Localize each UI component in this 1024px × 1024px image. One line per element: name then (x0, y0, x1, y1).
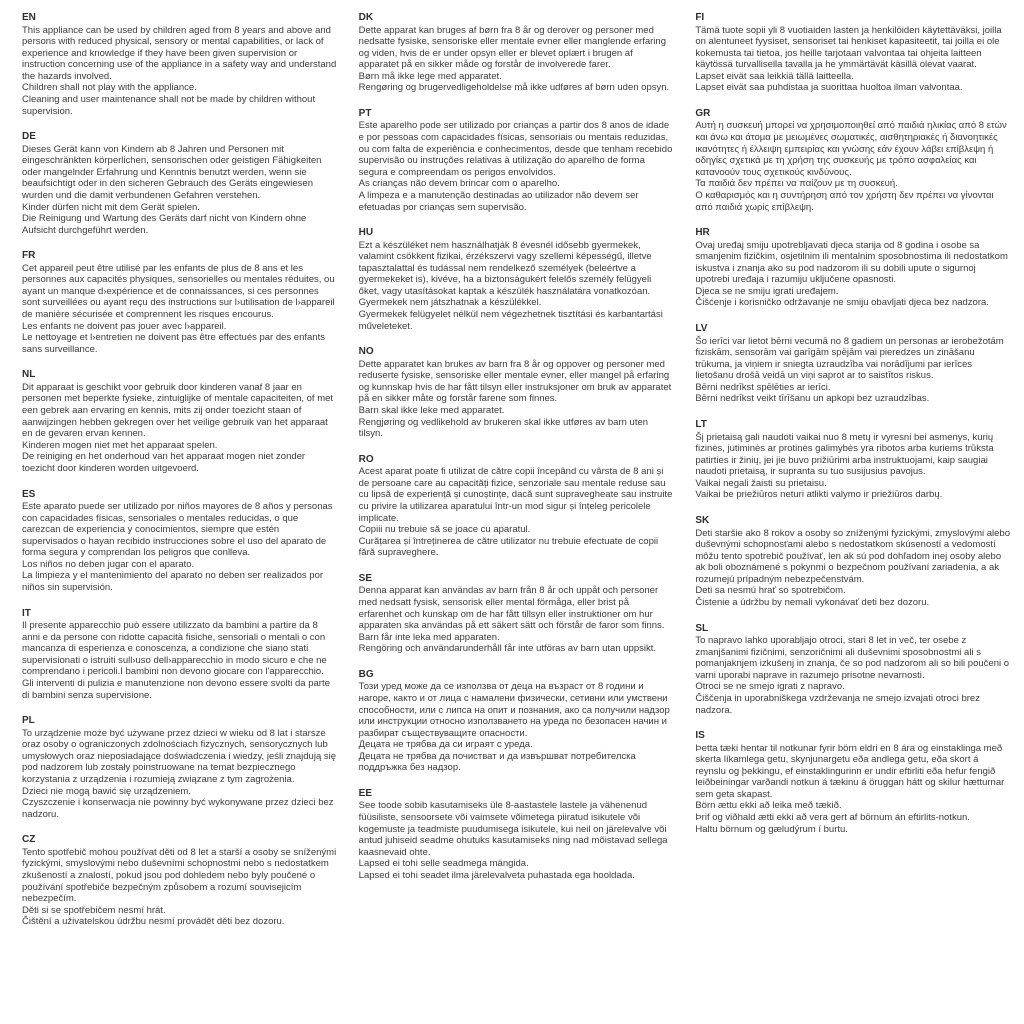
language-code-ee: EE (358, 787, 372, 799)
language-code-gr: GR (695, 107, 711, 119)
language-code-sk: SK (695, 515, 710, 526)
instruction-text: Børn må ikke lege med apparatet. (358, 70, 502, 82)
section-pt (359, 108, 674, 213)
section-de (22, 131, 337, 236)
section-it (22, 608, 337, 702)
section-fi (695, 12, 1010, 94)
language-code-de: DE (22, 131, 36, 143)
language-code-hu: HU (358, 227, 374, 239)
instruction-text: Dit apparaat is geschikt voor gebruik door kinderen vanaf 8 jaar en personen met beperkte fysieke, zintuiglijke of mentale capaciteiten, of met een gebrek aan ervaring en kennis, mits zij onder toezicht staan of aanwijzingen hebben gekregen over het veilige gebruik van het apparaat en de gevaren ervan kennen. (22, 381, 334, 440)
language-code-bg: BG (358, 668, 374, 680)
section-bg (359, 669, 674, 774)
section-en (22, 12, 337, 117)
instruction-text: La limpieza y el mantenimiento del aparato no deben ser realizados por niños sin supervisión. (22, 570, 324, 594)
instruction-text: Los niños no deben jugar con el aparato. (22, 558, 195, 570)
instruction-text: Il presente apparecchio può essere utilizzato da bambini a partire da 8 anni e da persone con ridotte capacità fisiche, sensoriali o mentali o con mancanza di esperienza e conoscenza, a condizione che siano stati supervisionati o istruiti sull›uso dell›apparecchio in modo sicuro e che ne comprendano i pericoli.I bambini non devono giocare con l'apparecchio. (22, 620, 327, 678)
multilingual-columns (22, 12, 1010, 942)
section-ee (359, 788, 674, 882)
instruction-text: Cleaning and user maintenance shall not be made by children without supervision. (22, 93, 316, 117)
section-sl (695, 623, 1010, 717)
language-code-dk: DK (358, 12, 374, 23)
instruction-text: Deti sa nesmú hrať so spotrebičom. (695, 585, 846, 597)
instruction-text: Deti staršie ako 8 rokov a osoby so zníženými fyzickými, zmyslovými alebo duševnými schopnosťami alebo s nedostatkom skúseností a vedomostí môžu tento spotrebič používať, len ak sú pod dohľadom inej osoby alebo ak boli oboznámené s pokynmi o bezpečnom používaní zariadenia, a ak rozumejú prípadným nebezpečenstvám. (695, 527, 1010, 585)
section-ro (359, 454, 674, 559)
section-nl (22, 369, 337, 474)
section-lv (695, 323, 1010, 405)
language-code-se: SE (358, 572, 372, 584)
language-code-sl: SL (695, 622, 709, 634)
instruction-text: Vaikai negali žaisti su prietaisu. (695, 477, 827, 489)
section-cz (22, 834, 337, 928)
section-is (695, 730, 1010, 835)
instruction-text: Τα παιδιά δεν πρέπει να παίζουν με τη συσκευή. (695, 178, 898, 190)
instruction-text: Čistenie a údržbu by nemali vykonávať deti bez dozoru. (695, 596, 930, 608)
instruction-text: Dzieci nie mogą bawić się urządzeniem. (22, 785, 191, 797)
instruction-text: Bērni nedrīkst veikt tīrīšanu un apkopi bez uzraudzības. (695, 393, 930, 405)
instruction-text: Lapsed ei tohi seadet ilma järelevalveta puhastada ega hooldada. (358, 869, 635, 881)
instruction-text: Čištění a uživatelskou údržbu nesmí provádět děti bez dozoru. (22, 916, 285, 928)
instruction-text: Czyszczenie i konserwacja nie powinny być wykonywane przez dzieci bez nadzoru. (22, 797, 334, 820)
instruction-text: Curățarea și întreținerea de către utilizator nu trebuie efectuate de copii fără supraveghere. (358, 535, 659, 559)
instruction-text: To urządzenie może być używane przez dzieci w wieku od 8 lat i starsze oraz osoby o ograniczonych zdolnościach fizycznych, sensorycznych lub umysłowych oraz nieposiadające doświadczenia i wiedzy, jeśli znajdują się pod nadzorem lub zostały poinstruowane na temat bezpiecznego korzystania z urządzenia i rozumieją związane z tym zagrożenia. (22, 727, 337, 785)
instruction-text: Este aparato puede ser utilizado por niños mayores de 8 años y personas con capacidades físicas, sensoriales o mentales reducidas, o que carezcan de experiencia y conocimientos, siempre que estén supervisados o hayan recibido instrucciones sobre el uso del aparato de forma segura y comprendan los peligros que conlleva. (22, 501, 333, 559)
instruction-text: Dette apparatet kan brukes av barn fra 8 år og oppover og personer med reduserte fysiske, sensoriske eller mentale evner, eller mangel på erfaring og kunnskap hvis de har fått tilsyn eller instruksjoner om bruk av apparatet på en sikker måte og forstår farene som finnes. (358, 358, 672, 405)
instruction-text: Rengöring och användarunderhåll får inte utföras av barn utan uppsikt. (358, 643, 656, 655)
section-es (22, 489, 337, 594)
language-code-it: IT (22, 607, 31, 619)
instruction-text: De reiniging en het onderhoud van het apparaat mogen niet zonder toezicht door kinderen worden uitgevoerd. (22, 451, 306, 474)
language-code-nl: NL (22, 369, 36, 381)
instruction-text: As crianças não devem brincar com o aparelho. (358, 178, 560, 190)
instruction-text: Děti si se spotřebičem nesmí hrát. (22, 904, 166, 916)
language-code-en: EN (22, 12, 36, 23)
instruction-text: Gyermekek felügyelet nélkül nem végezhetnek tisztítási és karbantartási műveleteket. (358, 309, 663, 332)
language-code-hr: HR (695, 227, 710, 239)
instruction-text: Gyermekek nem játszhatnak a készülékkel. (358, 297, 542, 309)
instruction-text: Ovaj uređaj smiju upotrebljavati djeca starija od 8 godina i osobe sa smanjenim fizičkim, osjetilnim ili mentalnim sposobnostima ili nedostatkom iskustva i znanja ako su pod nadzorom ili su dobili upute o sigurnoj upotrebi uređaja i razumiju uključene opasnosti. (695, 239, 1008, 286)
section-lt (695, 419, 1010, 501)
instruction-text: Bērni nedrīkst spēlēties ar ierīci. (695, 381, 831, 393)
instruction-text: Denna apparat kan användas av barn från 8 år och uppåt och personer med nedsatt fysisk, sensorisk eller mental förmåga, eller brist på erfarenhet och kunskap om de har fått tillsyn eller instruktioner om hur apparaten ska användas på ett säkert sätt och förstår de faror som finns. (358, 585, 665, 632)
column-1 (22, 12, 337, 942)
language-code-fr: FR (22, 250, 36, 262)
instruction-text: Le nettoyage et l›entretien ne doivent pas être effectués par des enfants sans surveillance. (22, 332, 325, 355)
instruction-text: Les enfants ne doivent pas jouer avec l›appareil. (22, 320, 227, 332)
section-sk (695, 515, 1010, 609)
instruction-text: Cet appareil peut être utilisé par les enfants de plus de 8 ans et les personnes aux capacités physiques, sensorielles ou mentales réduites, ou ayant un manque d›expérience et de connaissances, si ces personnes sont surveillées ou ayant reçu des instructions sur l›utilisation de l›appareil de manière sécurisée et comprennent les risques encourus. (22, 262, 335, 321)
instruction-text: Ezt a készüléket nem használhatják 8 évesnél idősebb gyermekek, valamint csökkent fizikai, érzékszervi vagy szellemi képességű, illetve tapasztalattal és tudással nem rendelkező személyek (beleértve a gyermekeket is), kivéve, ha a biztonságukért felelős személy felügyeli őket, vagy utasításokat kaptak a készülék használatára vonatkozóan. (358, 239, 652, 297)
instruction-text: Dette apparat kan bruges af børn fra 8 år og derover og personer med nedsatte fysiske, sensoriske eller mentale evner eller manglende erfaring og viden, hvis de er under opsyn eller er blevet oplært i brugen af apparatet på en sikker måde og forstår de involverede farer. (358, 24, 666, 71)
language-code-fi: FI (695, 12, 705, 23)
instruction-text: Kinder dürfen nicht mit dem Gerät spielen. (22, 201, 200, 213)
language-code-pl: PL (22, 715, 35, 727)
section-gr (695, 108, 1010, 213)
language-code-es: ES (22, 488, 36, 500)
instruction-text: Šį prietaisą gali naudoti vaikai nuo 8 metų ir vyresni bei asmenys, kurių fizinės, jutiminės ar protinės galimybės yra ribotos arba kuriems trūksta patirties ir žinių, jei jie buvo prižiūrimi arba instruktuojami, kaip saugiai naudoti prietaisą, ir supranta su tuo susijusius pavojus. (695, 431, 994, 478)
instruction-text: Този уред може да се използва от деца на възраст от 8 години и нагоре, както и от лица с намалени физически, сетивни или умствени способности, или с липса на опит и познания, ако са получили надзор или инструкции относно използването на уреда по безопасен начин и разбират съществуващите опасности. (358, 681, 670, 739)
instruction-text: Copiii nu trebuie să se joace cu aparatul. (358, 524, 531, 536)
instruction-text: Šo ierīci var lietot bērni vecumā no 8 gadiem un personas ar ierobežotām fiziskām, sensorām vai garīgām spējām vai pieredzes un zināšanu trūkuma, ja viņiem ir sniegta uzraudzība vai norādījumi par ierīces lietošanu drošā veidā un viņi saprot ar to saistītos riskus. (695, 335, 1004, 382)
instruction-text: Este aparelho pode ser utilizado por crianças a partir dos 8 anos de idade e por pessoas com capacidades físicas, sensoriais ou mentais reduzidas, ou com falta de experiência e conhecimentos, desde que tenham recebido supervisão ou instruções relativas à utilização do aparelho de forma segura e compreendam os perigos envolvidos. (358, 120, 673, 178)
section-hu (359, 227, 674, 332)
instruction-text: Lapset eivät saa leikkiä tällä laitteella. (695, 70, 854, 82)
instruction-text: Lapsed ei tohi selle seadmega mängida. (358, 858, 529, 870)
instruction-text: Haltu börnum og gæludýrum í burtu. (695, 823, 848, 835)
section-se (359, 573, 674, 655)
language-code-lt: LT (695, 419, 707, 431)
language-code-cz: CZ (22, 834, 36, 846)
section-dk (359, 12, 674, 94)
language-code-pt: PT (358, 107, 372, 119)
instruction-text: Þrif og viðhald ætti ekki að vera gert af börnum án eftirlits-notkun. (695, 812, 970, 824)
instruction-text: Αυτή η συσκευή μπορεί να χρησιμοποιηθεί από παιδιά ηλικίας από 8 ετών και άνω και άτομα με μειωμένες σωματικές, αισθητηριακές ή διανοητικές ικανότητες ή έλλειψη εμπειρίας και γνώσης εάν έχουν λάβει επίβλεψη ή οδηγίες σχετικά με τη χρήση της συσκευής με τρόπο ασφαλείας και κατανοούν τους σχετικούς κινδύνους. (695, 120, 1007, 178)
column-2 (359, 12, 674, 942)
instruction-text: Vaikai be priežiūros neturi atlikti valymo ir priežiūros darbų. (695, 489, 943, 501)
instruction-text: To napravo lahko uporabljajo otroci, stari 8 let in več, ter osebe z zmanjšanimi fizičnimi, senzoričnimi ali duševnimi sposobnostmi ali s pomanjaknjem izkušenj in znanja, če so pod nadzorom ali so bili poučeni o varni uporabi naprave in razumejo prisotne nevarnosti. (695, 635, 1010, 681)
instruction-text: Rengøring og brugervedligeholdelse må ikke udføres af børn uden opsyn. (358, 82, 670, 94)
instruction-text: Children shall not play with the appliance. (22, 82, 197, 94)
section-hr (695, 227, 1010, 309)
instruction-text: Djeca se ne smiju igrati uređajem. (695, 285, 839, 297)
instruction-text: Ο καθαρισμός και η συντήρηση από τον χρήστη δεν πρέπει να γίνονται από παιδιά χωρίς επίβλεψη. (695, 189, 994, 213)
instruction-text: Rengjøring og vedlikehold av brukeren skal ikke utføres av barn uten tilsyn. (358, 416, 649, 440)
section-pl (22, 715, 337, 820)
instruction-text: Acest aparat poate fi utilizat de către copii începând cu vârsta de 8 ani și de persoane care au capacități fizice, senzoriale sau mentale reduse sau cu lipsă de experiență și cunoștințe, dacă sunt supravegheate sau instruite cu privire la utilizarea aparatului într-un mod sigur și înțeleg pericolele implicate. (358, 466, 673, 524)
instruction-text: Þetta tæki hentar til notkunar fyrir börn eldri en 8 ára og einstaklinga með skerta líkamlega getu, skynjunargetu eða andlega getu, eða skort á reynslu og þekkingu, ef einstaklingurinn er undir eftirliti eða hefur fengið leiðbeiningar varðandi notkun á tækinu á öruggan hátt og skilur hætturnar sem geta skapast. (695, 742, 1005, 800)
section-no (359, 346, 674, 440)
instruction-text: Децата не трябва да почистват и да извършват потребителска поддръжка без надзор. (358, 750, 636, 774)
language-code-is: IS (695, 730, 705, 742)
instruction-text: See toode sobib kasutamiseks üle 8-aastastele lastele ja vähenenud füüsiliste, sensoorsete või vaimsete võimetega piiratud isikutele või kogemuste ja teadmiste puudumisega isikutele, kui neil on järelevalve või antud juhiseid seadme ohutuks kasutamiseks ning nad mõistavad sellega kaasnevaid ohte. (358, 800, 668, 858)
instruction-text: Dieses Gerät kann von Kindern ab 8 Jahren und Personen mit eingeschränkten körperlichen, sensorischen oder geistigen Fähigkeiten oder mangelnder Erfahrung und Kenntnis benutzt werden, wenn sie beaufsichtigt oder in den sicheren Gebrauch des Geräts eingewiesen wurden und die damit verbundenen Gefahren verstehen. (22, 143, 322, 201)
instruction-text: Čiščenja in uporabniškega vzdrževanja ne smejo izvajati otroci brez nadzora. (695, 692, 980, 716)
instruction-text: A limpeza e a manutenção destinadas ao utilizador não devem ser efetuadas por crianças sem supervisão. (358, 189, 639, 213)
instruction-text: Börn ættu ekki að leika með tækið. (695, 800, 842, 812)
instruction-text: Die Reinigung und Wartung des Geräts darf nicht von Kindern ohne Aufsicht durchgeführt werden. (22, 213, 307, 236)
instruction-text: Tento spotřebič mohou používat děti od 8 let a starší a osoby se sníženými fyzickými, smyslovými nebo duševními schopnostmi nebo s nedostatkem zkušeností a znalostí, pokud jsou pod dohledem nebo byly poučené o používání spotřebiče bezpečným způsobem a rozumí souvisejicím nebezpečím. (22, 846, 337, 905)
instruction-text: Barn skal ikke leke med apparatet. (358, 405, 505, 417)
instruction-text: Tämä tuote sopii yli 8 vuotiaiden lasten ja henkilöiden käytettäväksi, joilla on alentuneet fyysiset, sensoriset tai henkiset kapasiteetit, tai joilla ei ole kokemusta tai tietoa, jos heille tarjotaan valvontaa tai ohjeita laitteen käytössä turvallisella tavalla ja he ymmärtävät käsillä olevat vaarat. (695, 24, 1002, 71)
instruction-text: Barn får inte leka med apparaten. (358, 631, 500, 643)
instruction-text: Децата не трябва да си играят с уреда. (358, 739, 533, 751)
column-3 (695, 12, 1010, 942)
language-code-ro: RO (358, 453, 374, 465)
instruction-text: Čišćenje i korisničko održavanje ne smiju obavljati djeca bez nadzora. (695, 297, 989, 309)
language-code-lv: LV (695, 323, 708, 335)
instruction-text: Otroci se ne smejo igrati z napravo. (695, 681, 845, 693)
instruction-text: Kinderen mogen niet met het apparaat spelen. (22, 439, 218, 451)
language-code-no: NO (358, 346, 374, 358)
instruction-text: This appliance can be used by children aged from 8 years and above and persons with reduced physical, sensory or mental capabilities, or lack of experience and knowledge if they have been given supervision or instruction concerning use of the appliance in a safety way and understand the hazards involved. (22, 24, 337, 82)
instruction-text: Lapset eivät saa puhdistaa ja suorittaa huoltoa ilman valvontaa. (695, 82, 963, 94)
section-fr (22, 250, 337, 355)
instruction-text: Gli interventi di pulizia e manutenzione non devono essere svolti da parte di bambini senza supervisione. (22, 678, 330, 701)
